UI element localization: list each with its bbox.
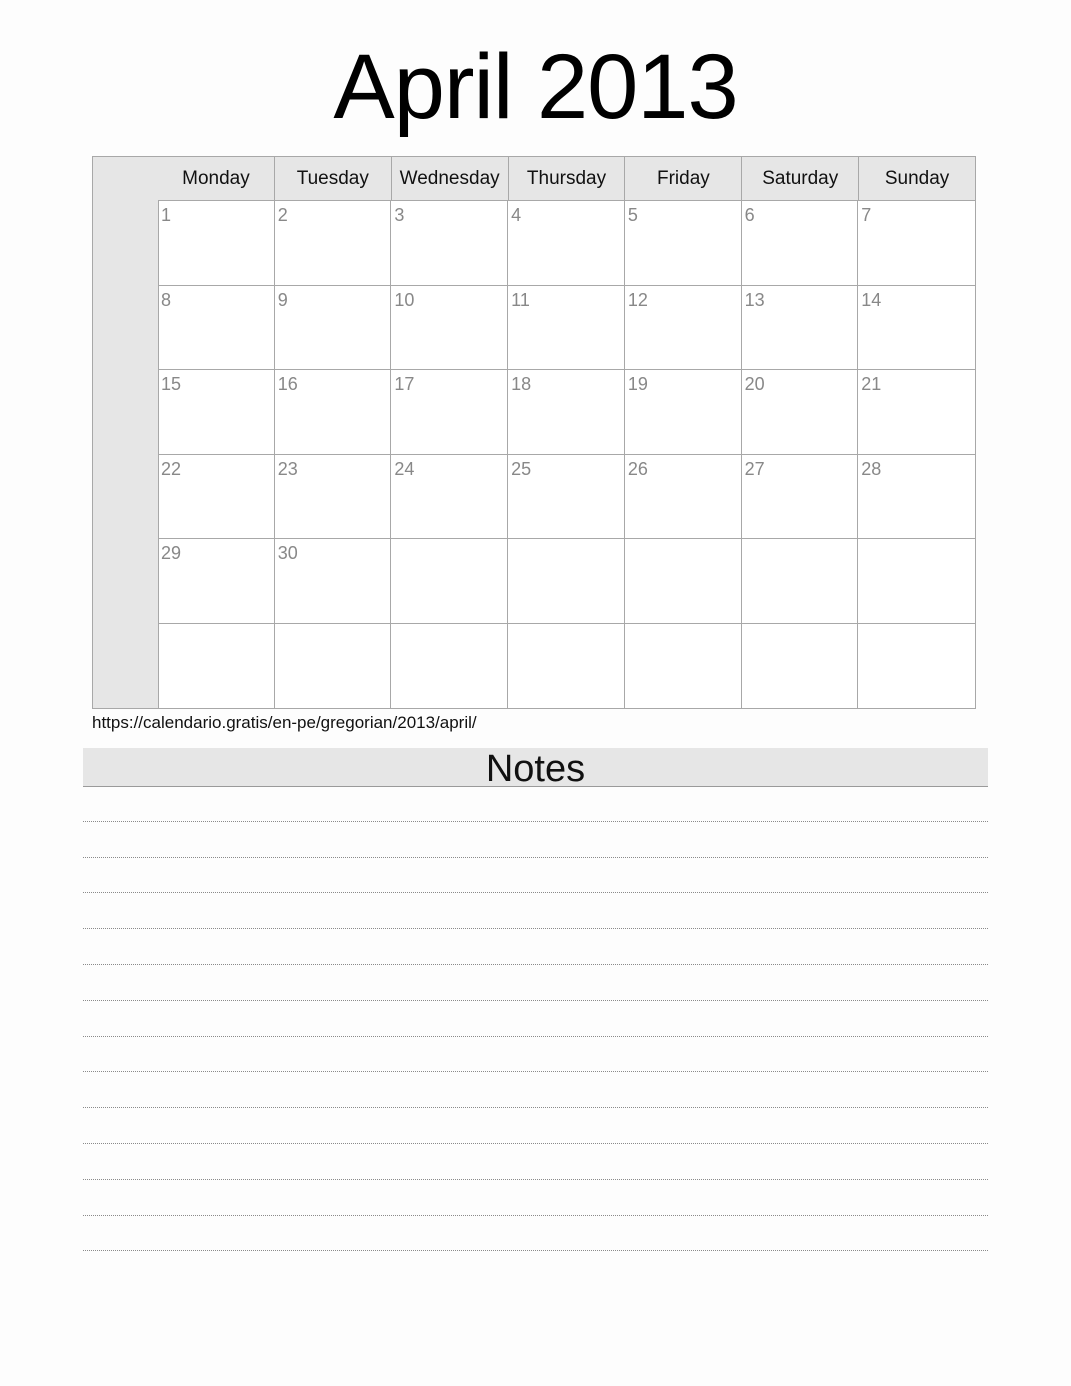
weekday-tuesday: Tuesday bbox=[275, 157, 392, 200]
day-cell: 7 bbox=[858, 201, 975, 286]
day-cell bbox=[391, 539, 508, 624]
day-cell: 18 bbox=[508, 370, 625, 455]
day-cell bbox=[275, 624, 392, 709]
note-line bbox=[83, 1072, 988, 1108]
day-cell: 19 bbox=[625, 370, 742, 455]
note-line bbox=[83, 1037, 988, 1073]
note-line bbox=[83, 822, 988, 858]
notes-lines bbox=[83, 786, 988, 1251]
note-line bbox=[83, 965, 988, 1001]
note-line bbox=[83, 1001, 988, 1037]
day-cell: 21 bbox=[858, 370, 975, 455]
weekday-friday: Friday bbox=[625, 157, 742, 200]
week-number-column bbox=[93, 157, 159, 708]
day-cell: 6 bbox=[742, 201, 859, 286]
day-cell: 20 bbox=[742, 370, 859, 455]
note-line bbox=[83, 1180, 988, 1216]
day-cell: 16 bbox=[275, 370, 392, 455]
day-cell: 27 bbox=[742, 455, 859, 540]
day-cell: 4 bbox=[508, 201, 625, 286]
day-cell: 9 bbox=[275, 286, 392, 371]
day-cell: 29 bbox=[158, 539, 275, 624]
source-url: https://calendario.gratis/en-pe/gregorian/2013/april/ bbox=[92, 713, 477, 732]
day-cell bbox=[742, 539, 859, 624]
day-cell: 3 bbox=[391, 201, 508, 286]
calendar-grid bbox=[92, 156, 976, 709]
day-cell bbox=[858, 539, 975, 624]
note-line bbox=[83, 786, 988, 822]
note-line bbox=[83, 893, 988, 929]
day-cell: 8 bbox=[158, 286, 275, 371]
note-line bbox=[83, 1144, 988, 1180]
notes-title: Notes bbox=[83, 748, 988, 787]
day-cell: 14 bbox=[858, 286, 975, 371]
note-line bbox=[83, 1108, 988, 1144]
day-cell: 10 bbox=[391, 286, 508, 371]
day-cell bbox=[391, 624, 508, 709]
page-title: April 2013 bbox=[333, 36, 738, 138]
day-cell: 1 bbox=[158, 201, 275, 286]
weekday-saturday: Saturday bbox=[742, 157, 859, 200]
day-cell bbox=[508, 624, 625, 709]
day-cell bbox=[742, 624, 859, 709]
day-cell bbox=[508, 539, 625, 624]
day-cell: 13 bbox=[742, 286, 859, 371]
day-cell: 15 bbox=[158, 370, 275, 455]
weekday-header bbox=[158, 157, 975, 201]
day-cell bbox=[858, 624, 975, 709]
note-line bbox=[83, 858, 988, 894]
day-cell: 25 bbox=[508, 455, 625, 540]
day-cell: 28 bbox=[858, 455, 975, 540]
day-cell bbox=[625, 539, 742, 624]
weekday-monday: Monday bbox=[158, 157, 275, 200]
day-cell: 17 bbox=[391, 370, 508, 455]
day-cell: 23 bbox=[275, 455, 392, 540]
day-cell bbox=[625, 624, 742, 709]
day-cell: 26 bbox=[625, 455, 742, 540]
weekday-wednesday: Wednesday bbox=[392, 157, 509, 200]
day-cell: 12 bbox=[625, 286, 742, 371]
day-cell: 30 bbox=[275, 539, 392, 624]
weekday-thursday: Thursday bbox=[509, 157, 626, 200]
day-cell: 5 bbox=[625, 201, 742, 286]
day-cells bbox=[158, 201, 975, 708]
note-line bbox=[83, 1216, 988, 1252]
weekday-sunday: Sunday bbox=[884, 168, 950, 189]
day-cell: 11 bbox=[508, 286, 625, 371]
day-cell: 24 bbox=[391, 455, 508, 540]
day-cell bbox=[158, 624, 275, 709]
day-cell: 22 bbox=[158, 455, 275, 540]
note-line bbox=[83, 929, 988, 965]
day-cell: 2 bbox=[275, 201, 392, 286]
